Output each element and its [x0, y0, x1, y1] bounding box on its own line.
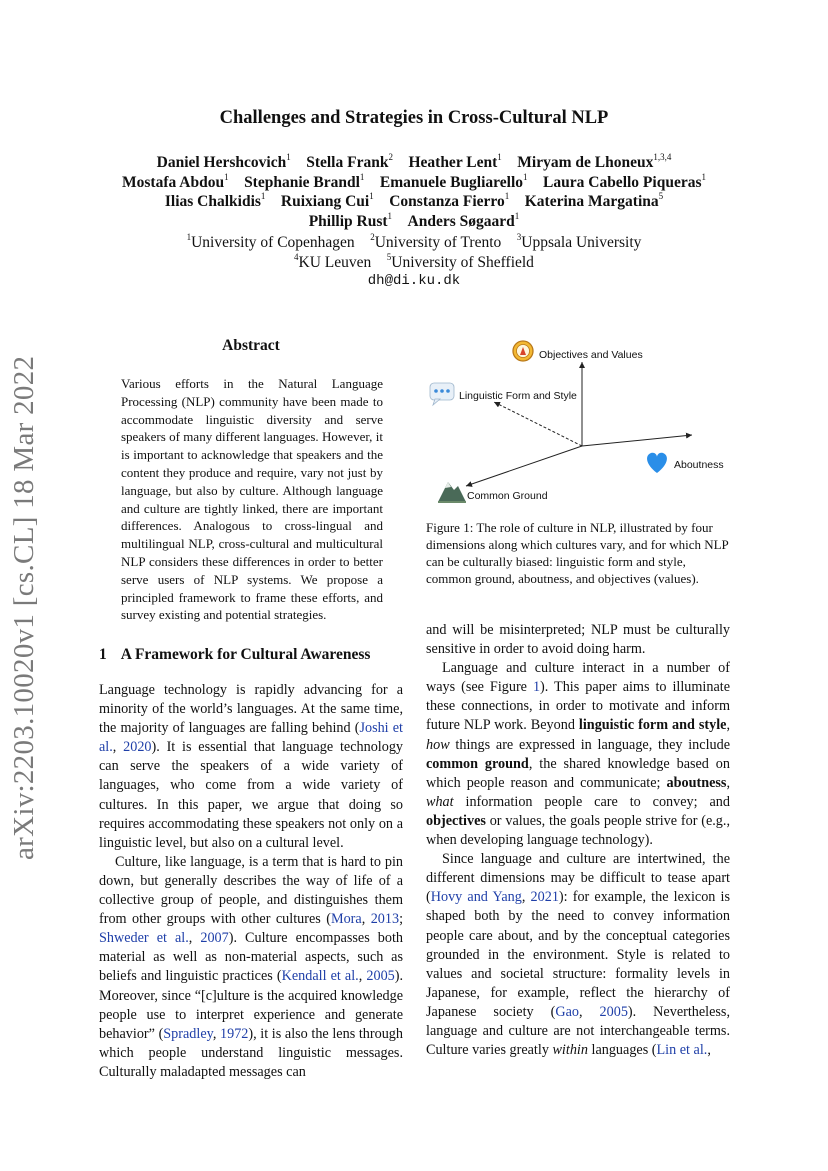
- citation-link[interactable]: 1972: [220, 1025, 249, 1042]
- paragraph: [426, 621, 730, 659]
- author-name: Heather Lent: [408, 154, 498, 171]
- bold-term: linguistic form and style: [578, 717, 727, 734]
- paragraph: [426, 659, 730, 850]
- citation-link[interactable]: Kendall et al.: [281, 968, 359, 985]
- author-name: Emanuele Bugliarello: [379, 173, 524, 191]
- author-name: Miryam de Lhoneux: [517, 154, 654, 171]
- text-run: ), it is also the lens through which people understand linguistic messages. Culturally maladapted messages can: [99, 1025, 403, 1080]
- citation-link[interactable]: Mora: [330, 911, 362, 928]
- author-name: Daniel Hershcovich: [156, 154, 287, 171]
- compass-icon: [513, 341, 533, 361]
- citation-link[interactable]: Spradley: [163, 1025, 213, 1042]
- author-name: Laura Cabello Piqueras: [543, 173, 702, 191]
- author-list: [60, 153, 768, 231]
- citation-link[interactable]: Gao: [555, 1003, 579, 1020]
- author-affiliation-mark: 2: [388, 152, 393, 162]
- author-affiliation-mark: 1: [286, 152, 291, 162]
- author-affiliation-mark: 1: [504, 191, 510, 201]
- text-run: ). It is essential that language technology can serve the speakers of a wide variety of languages, who come from a wide variety of cultures. In this paper, we argue that doing so requires accommodating these speakers not only on a linguistic level, but also on a cultural level.: [99, 739, 404, 851]
- affiliations: [60, 233, 768, 292]
- affiliation-name: University of Trento: [374, 234, 502, 251]
- author-name: Ruixiang Cui: [280, 193, 370, 210]
- text-run: ,: [358, 968, 367, 985]
- author-affiliation-mark: 5: [658, 191, 664, 201]
- author-affiliation-mark: 1: [387, 210, 393, 221]
- section-number: 1: [99, 646, 107, 663]
- speech-bubble-icon: [430, 383, 454, 405]
- text-run: ,: [726, 774, 730, 791]
- text-run: or values, the goals people strive for (e.g., when developing language technology).: [426, 812, 730, 849]
- citation-link[interactable]: 1: [532, 679, 541, 696]
- text-run: ;: [399, 911, 404, 928]
- author-name: Mostafa Abdou: [122, 173, 225, 191]
- affiliation-line-1: [60, 233, 768, 253]
- author-line-2: [60, 173, 768, 193]
- citation-link[interactable]: 2021: [530, 889, 559, 906]
- author-affiliation-mark: 1: [523, 171, 528, 182]
- author-affiliation-mark: 1: [359, 171, 365, 182]
- citation-link[interactable]: 2005: [599, 1003, 628, 1020]
- affiliation-mark: 3: [516, 232, 522, 242]
- figure-1-caption: Figure 1: The role of culture in NLP, illustrated by four dimensions along which cultures vary, and for which NLP can be culturally biased: linguistic form and style, common ground, aboutness, and objectives (values).: [426, 520, 729, 586]
- italic-term: what: [426, 793, 454, 810]
- text-run: ,: [188, 930, 201, 947]
- aboutness-axis: [582, 435, 692, 446]
- abstract-heading: Abstract: [222, 337, 280, 354]
- text-run: things are expressed in language, they include: [449, 736, 730, 753]
- author-affiliation-mark: 1: [701, 171, 706, 182]
- author-name: Constanza Fierro: [389, 193, 505, 210]
- citation-link[interactable]: 2013: [370, 911, 400, 928]
- text-run: ): for example, the lexicon is shaped both by the need to convey information people care about, and by the conceptual categories grounded in the environment. Style is related to values and societal structure: formality levels in Japanese, for example, reflect the hierarchy of Japanese society (: [426, 889, 731, 1020]
- text-run: ,: [707, 1042, 711, 1059]
- common-ground-label: Common Ground: [467, 490, 548, 502]
- paragraph: [99, 681, 403, 853]
- affiliation-line-2: [60, 253, 768, 273]
- citation-link[interactable]: 2020: [123, 739, 152, 756]
- common-ground-axis: [466, 446, 582, 486]
- text-run: ,: [361, 911, 371, 928]
- affiliation-mark: 2: [370, 232, 375, 242]
- paper-title: Challenges and Strategies in Cross-Cultural NLP: [219, 108, 609, 128]
- affiliation-name: University of Copenhagen: [191, 234, 355, 251]
- citation-link[interactable]: Shweder et al.: [99, 930, 189, 947]
- text-run: Language and culture interact in a number of ways (see Figure: [426, 660, 730, 696]
- text-run: ). Culture encompasses both material as well as non-material aspects, such as beliefs and linguistic practices (: [99, 930, 403, 985]
- left-column-body: [99, 681, 403, 1082]
- paragraph: [426, 850, 730, 1060]
- italic-term: within: [552, 1042, 588, 1059]
- author-line-3: [60, 192, 768, 212]
- bold-term: aboutness: [666, 774, 727, 791]
- objectives-label: Objectives and Values: [539, 349, 643, 361]
- affiliation-mark: 1: [186, 232, 192, 242]
- mountain-icon: [438, 482, 466, 503]
- author-affiliation-mark: 1: [260, 191, 266, 201]
- section-title: A Framework for Cultural Awareness: [120, 646, 371, 663]
- affiliation-name: University of Sheffield: [391, 253, 534, 271]
- author-line-4: [60, 212, 768, 232]
- right-column-body: [426, 621, 730, 1060]
- text-run: information people care to convey; and: [453, 793, 730, 810]
- text-run: ,: [578, 1003, 600, 1020]
- citation-link[interactable]: Hovy and Yang: [430, 889, 522, 906]
- author-name: Phillip Rust: [308, 212, 388, 230]
- text-run: ). Nevertheless, language and culture are not interchangeable terms. Culture varies greatly: [426, 1003, 730, 1059]
- text-run: ,: [112, 739, 124, 756]
- author-affiliation-mark: 1,3,4: [653, 152, 672, 162]
- text-run: ,: [212, 1025, 220, 1042]
- citation-link[interactable]: 2005: [366, 968, 395, 985]
- text-run: ,: [726, 717, 730, 734]
- text-run: ). This paper aims to illuminate these connections, in order to motivate and inform future NLP work. Beyond: [426, 679, 730, 734]
- contact-email[interactable]: dh@di.ku.dk: [367, 273, 461, 289]
- author-name: Stella Frank: [306, 154, 389, 171]
- text-run: , the shared knowledge based on which people reason and communicate;: [426, 755, 730, 791]
- text-run: ,: [521, 889, 531, 906]
- author-affiliation-mark: 1: [497, 152, 502, 162]
- text-run: Since language and culture are intertwined, the different dimensions may be difficult to tease apart (: [426, 851, 730, 906]
- author-name: Anders Søgaard: [407, 212, 515, 230]
- bold-term: objectives: [426, 812, 486, 829]
- text-run: Language technology is rapidly advancing for a minority of the world’s languages. At the same time, the majority of languages are falling behind (: [99, 682, 403, 737]
- section-1-heading: [99, 646, 403, 664]
- author-name: Stephanie Brandl: [244, 173, 360, 191]
- text-run: ). Moreover, since “[c]ulture is the acquired knowledge people use to interpret experience and generate behavior” (: [99, 968, 404, 1042]
- affiliation-mark: 4: [294, 251, 299, 262]
- text-run: languages (: [587, 1042, 657, 1059]
- linguistic-label: Linguistic Form and Style: [459, 390, 577, 402]
- paragraph: [99, 853, 403, 1082]
- abstract-text: Various efforts in the Natural Language Processing (NLP) community have been made to accommodate linguistic diversity and serve speakers of many different languages. However, it is important to acknowledge that speakers and the content they produce and require, vary not just by language, but also by culture. Although language and culture are tightly linked, there are important differences. Analogous to cross-lingual and multilingual NLP, cross-cultural and multicultural NLP considers these differences in order to better serve users of NLP systems. We propose a principled framework to frame these efforts, and survey existing and potential strategies.: [121, 376, 383, 623]
- citation-link[interactable]: 2007: [200, 930, 229, 947]
- aboutness-label: Aboutness: [674, 459, 724, 471]
- citation-link[interactable]: Lin et al.: [656, 1042, 708, 1059]
- arxiv-stamp: arXiv:2203.10020v1 [cs.CL] 18 Mar 2022: [8, 355, 40, 860]
- italic-term: how: [426, 736, 450, 753]
- author-affiliation-mark: 1: [369, 191, 374, 201]
- affiliation-name: KU Leuven: [298, 253, 372, 271]
- text-run: and will be misinterpreted; NLP must be culturally sensitive in order to avoid doing harm.: [426, 622, 730, 658]
- author-affiliation-mark: 1: [224, 171, 229, 182]
- author-name: Ilias Chalkidis: [164, 193, 261, 210]
- citation-link[interactable]: Joshi et al.: [99, 720, 403, 756]
- bold-term: common ground: [426, 755, 529, 772]
- heart-icon: [647, 453, 667, 473]
- affiliation-mark: 5: [386, 251, 392, 262]
- text-run: Culture, like language, is a term that is hard to pin down, but generally describes the way of life of a collective group of people, and distinguishes them from other groups with other cultures (: [99, 853, 403, 928]
- author-affiliation-mark: 1: [514, 210, 520, 221]
- author-line-1: [60, 153, 768, 173]
- author-name: Katerina Margatina: [524, 193, 659, 210]
- figure-1-diagram: [426, 336, 730, 512]
- affiliation-name: Uppsala University: [521, 234, 642, 251]
- linguistic-axis: [494, 402, 582, 446]
